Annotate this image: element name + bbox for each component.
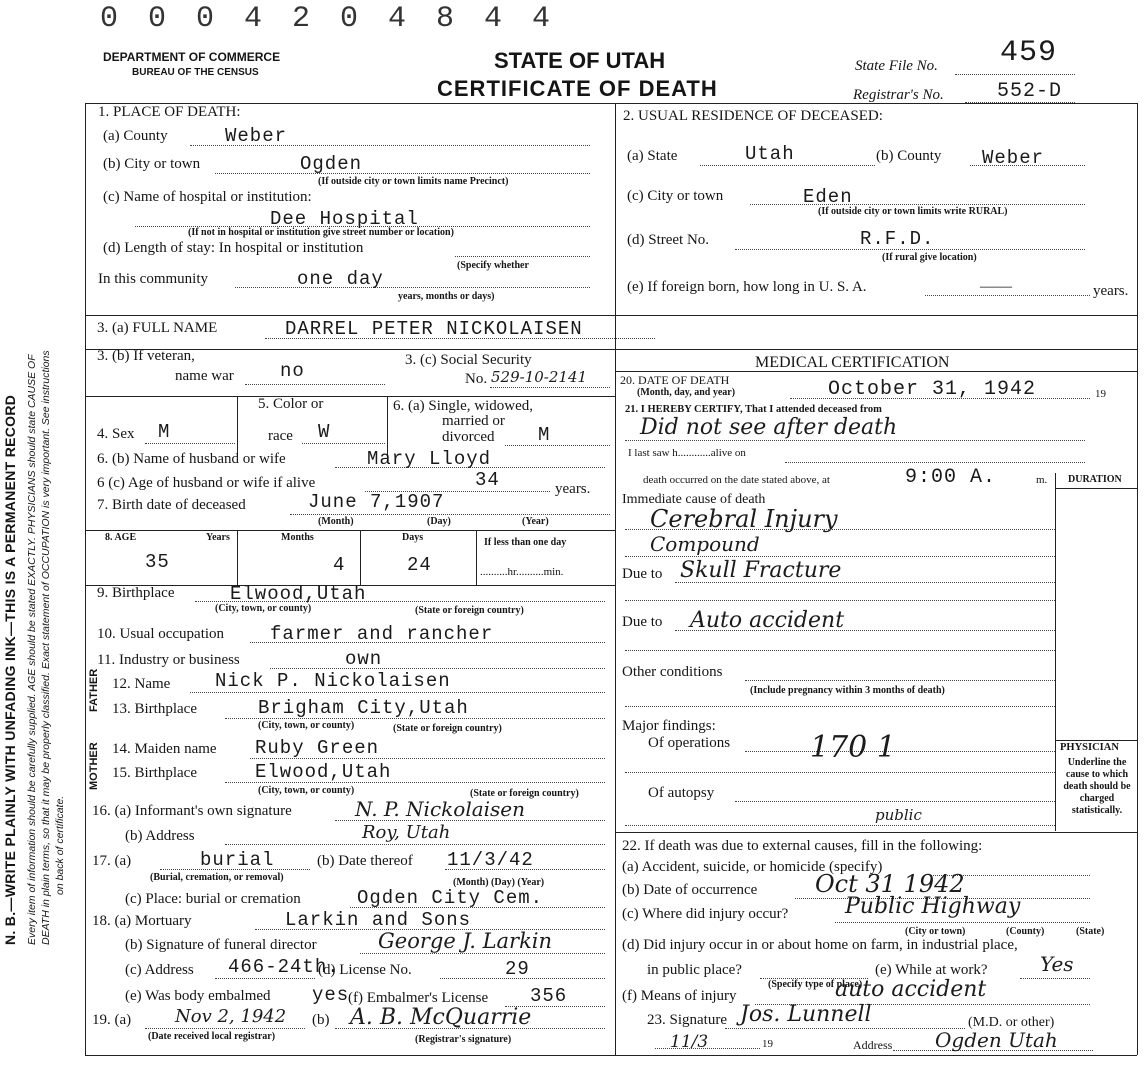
mother-bp-note-b: (State or foreign country): [470, 788, 579, 799]
embalmer-label: (f) Embalmer's License: [348, 990, 489, 1006]
other-conditions-label: Other conditions: [622, 664, 723, 680]
public-note: public: [875, 806, 922, 824]
mother-name-label: 14. Maiden name: [112, 741, 217, 757]
informant-signature: N. P. Nickolaisen: [355, 797, 526, 821]
registrar-signature: A. B. McQuarrie: [350, 1005, 532, 1030]
cert-label: 21. I HEREBY CERTIFY, That I attended deceased from: [625, 404, 882, 415]
father-bp-label: 13. Birthplace: [112, 701, 197, 717]
res-county-label: (b) County: [876, 148, 942, 164]
stay-label: (d) Length of stay: In hospital or institution: [103, 240, 364, 256]
month-label: (Month): [318, 516, 354, 527]
license-label: (d) License No.: [318, 962, 412, 978]
death-city-note: (If outside city or town limits name Precinct): [318, 176, 509, 187]
birth-date-value: June 7,1907: [308, 491, 445, 513]
mother-label: MOTHER: [88, 742, 100, 790]
margin-instructions-1: N. B.—WRITE PLAINLY WITH UNFADING INK—THIS IS A PERMANENT RECORD: [2, 394, 18, 945]
res-foreign-value: ——: [980, 278, 1012, 295]
burial-place-value: Ogden City Cem.: [357, 887, 544, 909]
means-value: auto accident: [835, 977, 987, 1002]
serial-number: 0 0 0 4 2 0 4 8 4 4: [100, 2, 557, 36]
year-label: (Year): [522, 516, 549, 527]
registrar-label: Registrar's No.: [853, 87, 944, 103]
sig-19-label: 19: [762, 1038, 773, 1050]
age-label: 8. AGE: [105, 532, 137, 543]
registrar-number: 552-D: [997, 80, 1063, 103]
marital-label-2: married or: [442, 413, 505, 429]
state-file-number: 459: [1000, 36, 1058, 70]
marital-label: 6. (a) Single, widowed,: [393, 398, 533, 414]
work-value: Yes: [1040, 952, 1074, 976]
industry-value: own: [345, 648, 383, 670]
full-name-label: 3. (a) FULL NAME: [97, 320, 218, 336]
informant-label: 16. (a) Informant's own signature: [92, 803, 292, 819]
sex-label: 4. Sex: [97, 426, 135, 442]
attended-value: Did not see after death: [640, 415, 898, 440]
spouse-value: Mary Lloyd: [367, 448, 492, 470]
res-city-value: Eden: [803, 186, 853, 208]
hr-label: ..........hr..........min.: [480, 566, 564, 578]
operations-label: Of operations: [648, 735, 731, 751]
father-label: FATHER: [88, 668, 100, 712]
res-foreign-label: (e) If foreign born, how long in U. S. A.: [627, 279, 867, 295]
birthplace-note-b: (State or foreign country): [415, 605, 524, 616]
spouse-label: 6. (b) Name of husband or wife: [97, 451, 286, 467]
hospital-label: (c) Name of hospital or institution:: [103, 189, 312, 205]
burial-date-value: 11/3/42: [447, 849, 534, 871]
res-state-label: (a) State: [627, 148, 678, 164]
father-name-label: 12. Name: [112, 676, 171, 692]
major-findings-label: Major findings:: [622, 718, 716, 734]
due-to-label-1: Due to: [622, 566, 663, 582]
mother-bp-note-a: (City, town, or county): [258, 785, 355, 796]
age-lt-day-label: If less than one day: [484, 537, 567, 548]
sex-value: M: [158, 421, 171, 443]
full-name-value: DARREL PETER NICKOLAISEN: [285, 318, 583, 340]
physician-label: PHYSICIAN: [1060, 742, 1119, 753]
spouse-age-label: 6 (c) Age of husband or wife if alive: [97, 475, 316, 491]
immediate-value-2: Compound: [650, 532, 760, 556]
city-town-note: (City or town): [905, 926, 966, 937]
res-state-value: Utah: [745, 143, 795, 165]
dod-19: 19: [1095, 388, 1106, 400]
sig-date: 11/3: [670, 1032, 709, 1052]
specify-note: (Specify whether: [457, 260, 529, 271]
community-note: years, months or days): [398, 291, 495, 302]
margin-instructions-2: Every item of information should be carefully supplied. AGE should be stated EXACTLY. PHYSICIANS should state CAUSE OF: [26, 354, 38, 945]
occ-date-value: Oct 31 1942: [815, 870, 965, 898]
mortuary-value: Larkin and Sons: [285, 909, 472, 931]
external-heading: 22. If death was due to external causes, fill in the following:: [622, 838, 983, 854]
father-name-value: Nick P. Nickolaisen: [215, 670, 451, 692]
home-label: (d) Did injury occur in or about home on farm, in industrial place,: [622, 937, 1018, 953]
director-label: (b) Signature of funeral director: [125, 937, 317, 953]
received-value: Nov 2, 1942: [175, 1006, 287, 1027]
occupation-label: 10. Usual occupation: [97, 626, 225, 642]
burial-method-note: (Burial, cremation, or removal): [150, 872, 284, 883]
death-county-value: Weber: [225, 125, 288, 147]
certificate-title: CERTIFICATE OF DEATH: [437, 76, 718, 101]
age-years-label: Years: [206, 532, 230, 543]
community-label: In this community: [98, 271, 208, 287]
immediate-label: Immediate cause of death: [622, 492, 766, 507]
mort-address-label: (c) Address: [125, 962, 194, 978]
due-to-value-1: Skull Fracture: [680, 558, 842, 583]
birthplace-value: Elwood,Utah: [230, 583, 367, 605]
mother-bp-value: Elwood,Utah: [255, 761, 392, 783]
birthplace-note-a: (City, town, or county): [215, 603, 312, 614]
marital-label-3: divorced: [442, 429, 495, 445]
physician-note: Underline the cause to which death should be charged statistically.: [1063, 757, 1131, 816]
informant-address-label: (b) Address: [125, 828, 195, 844]
state-heading: STATE OF UTAH: [494, 48, 666, 73]
age-months-value: 4: [333, 554, 346, 576]
medical-heading: MEDICAL CERTIFICATION: [755, 354, 950, 371]
work-label: (e) While at work?: [875, 962, 988, 978]
dod-value: October 31, 1942: [828, 378, 1037, 401]
registrar-sig-note: (Registrar's signature): [415, 1034, 512, 1045]
autopsy-label: Of autopsy: [648, 785, 715, 801]
where-value: Public Highway: [845, 894, 1021, 919]
mother-name-value: Ruby Green: [255, 737, 380, 759]
death-county-label: (a) County: [103, 128, 168, 144]
ss-value: 529-10-2141: [491, 368, 588, 386]
veteran-value: no: [280, 360, 305, 382]
sig-label: 23. Signature: [647, 1012, 727, 1028]
due-to-label-2: Due to: [622, 614, 663, 630]
res-city-note: (If outside city or town limits write RURAL): [818, 206, 1008, 217]
death-city-label: (b) City or town: [103, 156, 201, 172]
embalmer-value: 356: [530, 985, 568, 1007]
bureau-name: BUREAU OF THE CENSUS: [132, 67, 259, 78]
b19-label: 19. (a): [92, 1012, 132, 1028]
last-saw-label: I last saw h............alive on: [628, 447, 746, 459]
day-label: (Day): [427, 516, 451, 527]
residence-heading: 2. USUAL RESIDENCE OF DECEASED:: [623, 108, 883, 124]
immediate-value: Cerebral Injury: [650, 505, 838, 533]
age-months-label: Months: [281, 532, 314, 543]
where-label: (c) Where did injury occur?: [622, 906, 789, 922]
time-value: 9:00 A.: [905, 466, 997, 489]
race-value: W: [318, 421, 331, 443]
duration-label: DURATION: [1068, 474, 1122, 485]
dod-label: 20. DATE OF DEATH: [620, 373, 730, 387]
burial-date-note: (Month) (Day) (Year): [453, 877, 545, 888]
occ-date-label: (b) Date of occurrence: [622, 882, 758, 898]
birth-label: 7. Birth date of deceased: [97, 497, 246, 513]
embalmed-value: yes: [312, 984, 350, 1006]
birthplace-label: 9. Birthplace: [97, 585, 175, 601]
father-bp-note-a: (City, town, or county): [258, 720, 355, 731]
place-of-death-heading: 1. PLACE OF DEATH:: [98, 104, 241, 120]
age-years-value: 35: [145, 551, 170, 573]
burial-place-label: (c) Place: burial or cremation: [125, 891, 301, 907]
county-note: (County): [1006, 926, 1045, 937]
res-street-label: (d) Street No.: [627, 232, 710, 248]
mort-address-value: 466-24th.: [228, 956, 340, 978]
veteran-label: 3. (b) If veteran,: [97, 348, 195, 364]
means-label: (f) Means of injury: [622, 988, 737, 1004]
ss-label: 3. (c) Social Security: [405, 352, 532, 368]
dod-label-2: (Month, day, and year): [637, 387, 736, 398]
specify-place-note: (Specify type of place): [768, 979, 863, 990]
occupation-value: farmer and rancher: [270, 623, 494, 645]
industry-label: 11. Industry or business: [97, 652, 240, 668]
res-county-value: Weber: [982, 147, 1045, 169]
accident-label: (a) Accident, suicide, or homicide (specify): [622, 859, 883, 875]
father-bp-value: Brigham City,Utah: [258, 697, 469, 719]
death-occurred-label: death occurred on the date stated above, at: [643, 474, 830, 486]
veteran-label-2: name war: [175, 368, 234, 384]
spouse-years-label: years.: [555, 481, 591, 497]
b17-label: 17. (a): [92, 853, 132, 869]
department-name: DEPARTMENT OF COMMERCE: [103, 50, 281, 64]
code-value: 170 1: [810, 730, 896, 765]
res-street-note: (If rural give location): [882, 252, 977, 263]
mother-bp-label: 15. Birthplace: [112, 765, 197, 781]
sig-address-value: Ogden Utah: [935, 1028, 1058, 1052]
burial-method-value: burial: [200, 849, 275, 871]
margin-instructions-4: on back of certificate.: [54, 795, 66, 895]
md-label: (M.D. or other): [968, 1015, 1055, 1030]
embalmed-label: (e) Was body embalmed: [125, 988, 271, 1004]
color-label: 5. Color or: [258, 396, 324, 412]
age-days-value: 24: [407, 554, 432, 576]
hospital-note: (If not in hospital or institution give street number or location): [188, 227, 454, 238]
received-note: (Date received local registrar): [148, 1031, 276, 1042]
res-city-label: (c) City or town: [627, 188, 724, 204]
state-note: (State): [1076, 926, 1105, 937]
death-city-value: Ogden: [300, 153, 363, 175]
community-value: one day: [297, 268, 384, 290]
registrar-sig-label: (b): [312, 1012, 330, 1028]
state-file-label: State File No.: [855, 58, 938, 74]
father-bp-note-b: (State or foreign country): [393, 723, 502, 734]
marital-value: M: [538, 424, 551, 446]
sig-address-label: Address: [853, 1038, 893, 1052]
hospital-value: Dee Hospital: [270, 208, 419, 230]
ss-label-2: No.: [465, 371, 488, 387]
margin-instructions-3: DEATH in plain terms, so that it may be properly classified. Exact statement of OCCUPATION is very important. See instructions: [40, 350, 52, 945]
spouse-age-value: 34: [475, 469, 500, 491]
physician-signature: Jos. Lunnell: [740, 1002, 872, 1027]
other-conditions-note: (Include pregnancy within 3 months of death): [750, 685, 945, 696]
director-signature: George J. Larkin: [378, 929, 553, 953]
public-place-label: in public place?: [647, 962, 742, 978]
res-years-label: years.: [1093, 283, 1129, 299]
license-value: 29: [505, 958, 530, 980]
age-days-label: Days: [402, 532, 424, 543]
burial-date-label: (b) Date thereof: [317, 853, 413, 869]
race-label: race: [268, 428, 293, 444]
m-label: m.: [1036, 474, 1048, 486]
mortuary-label: 18. (a) Mortuary: [92, 913, 192, 929]
res-street-value: R.F.D.: [860, 228, 935, 250]
informant-address-value: Roy, Utah: [362, 822, 451, 843]
due-to-value-2: Auto accident: [690, 608, 845, 633]
